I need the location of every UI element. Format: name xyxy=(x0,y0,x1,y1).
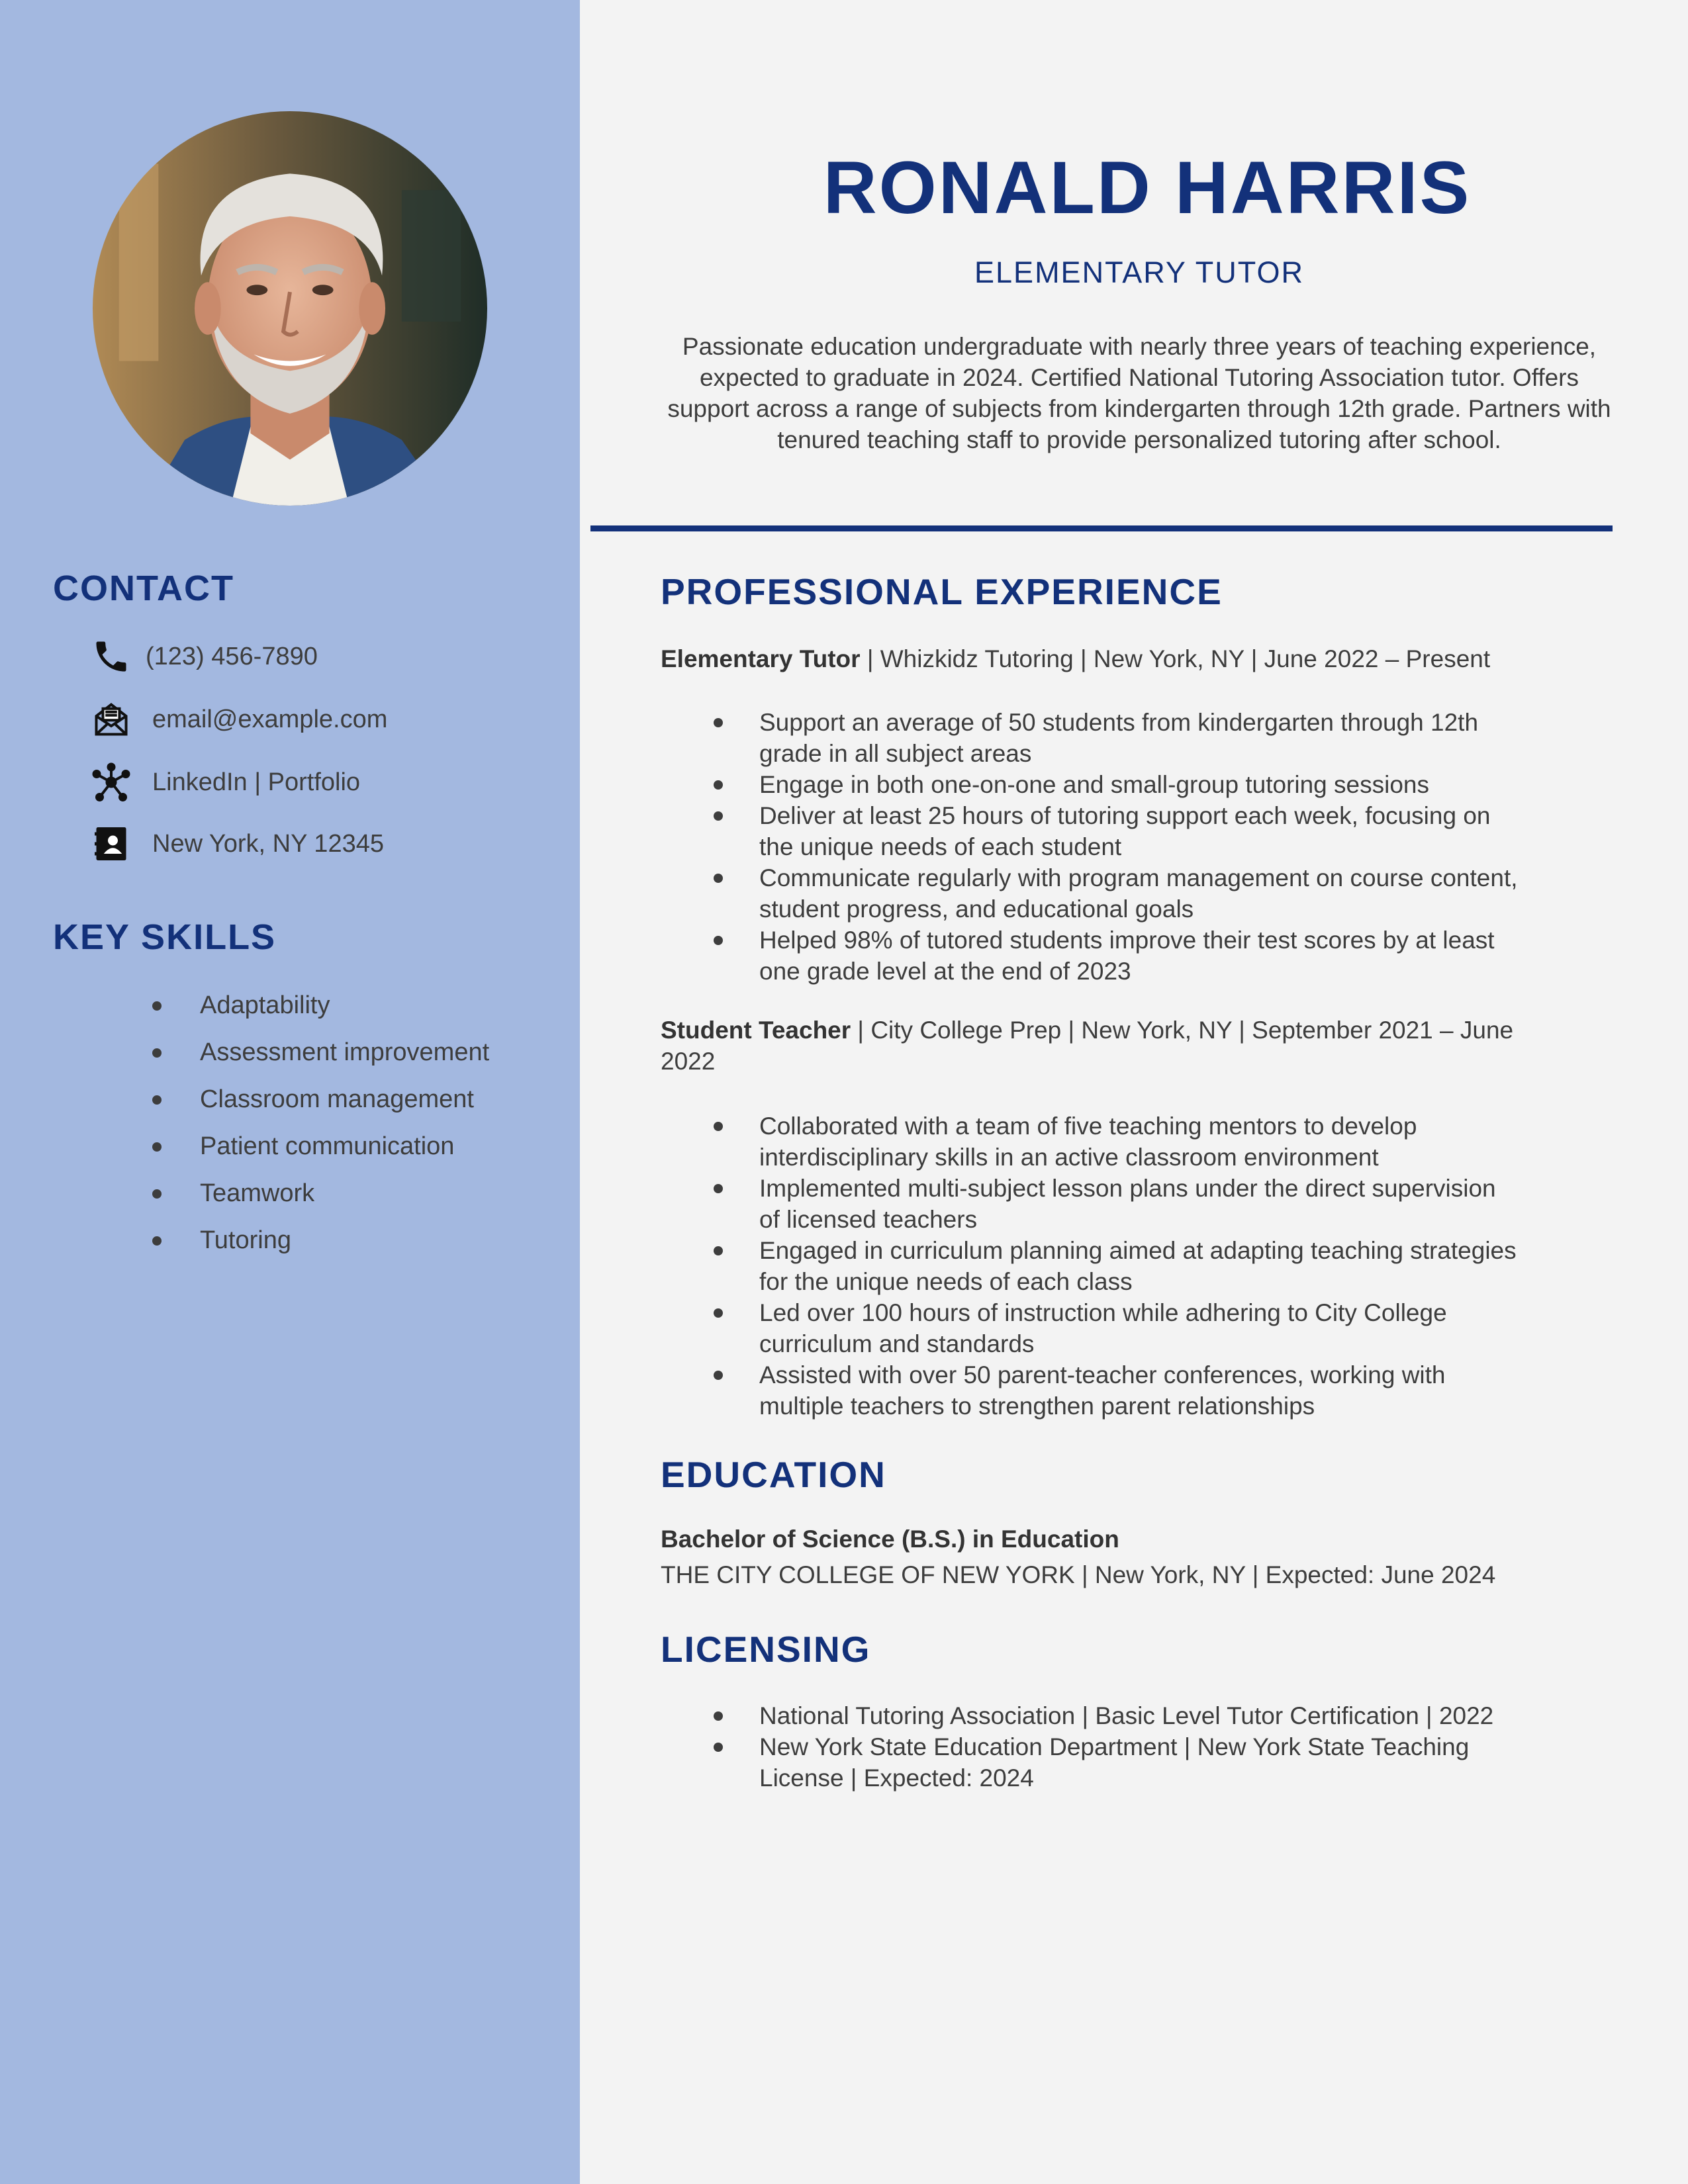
candidate-name: RONALD HARRIS xyxy=(823,146,1472,229)
skill-item: Teamwork xyxy=(0,1174,489,1221)
job-2-role: Student Teacher xyxy=(661,1017,851,1044)
skill-item: Patient communication xyxy=(0,1127,489,1174)
contact-phone-text[interactable]: (123) 456-7890 xyxy=(146,642,318,670)
list-item: National Tutoring Association | Basic Level Tutor Certification | 2022 xyxy=(580,1700,1521,1731)
list-item: Assisted with over 50 parent-teacher conferences, working with multiple teachers to strengthen parent relationships xyxy=(580,1359,1521,1422)
list-item: Engage in both one-on-one and small-group tutoring sessions xyxy=(580,769,1521,800)
network-icon xyxy=(91,762,131,802)
list-item: Communicate regularly with program management on course content, student progress, and educational goals xyxy=(580,862,1521,925)
licensing-heading: LICENSING xyxy=(661,1629,871,1670)
contact-address xyxy=(91,824,384,864)
list-item: Collaborated with a team of five teaching mentors to develop interdisciplinary skills in an active classroom environment xyxy=(580,1111,1521,1173)
list-item: Engaged in curriculum planning aimed at adapting teaching strategies for the unique needs of each class xyxy=(580,1235,1521,1297)
job-1-line xyxy=(661,643,1521,674)
licensing-bullets xyxy=(580,1700,1521,1794)
job-2-bullets xyxy=(580,1111,1521,1422)
contact-address-text: New York, NY 12345 xyxy=(152,829,384,858)
list-item: New York State Education Department | New York State Teaching License | Expected: 2024 xyxy=(580,1731,1521,1794)
experience-heading: PROFESSIONAL EXPERIENCE xyxy=(661,571,1223,612)
sidebar xyxy=(0,0,580,2184)
job-1-bullets xyxy=(580,707,1521,987)
job-1-role: Elementary Tutor xyxy=(661,645,861,672)
contact-email-text[interactable]: email@example.com xyxy=(152,705,388,733)
contact-links xyxy=(91,762,360,802)
job-2-details: | City College Prep | New York, NY | September 2021 – June 2022 xyxy=(661,1017,1514,1075)
list-item: Helped 98% of tutored students improve their test scores by at least one grade level at the end of 2023 xyxy=(580,925,1521,987)
list-item: Implemented multi-subject lesson plans under the direct supervision of licensed teachers xyxy=(580,1173,1521,1235)
job-1-details: | Whizkidz Tutoring | New York, NY | June 2022 – Present xyxy=(860,645,1491,672)
skills-list xyxy=(0,986,489,1268)
list-item: Led over 100 hours of instruction while adhering to City College curriculum and standards xyxy=(580,1297,1521,1359)
main-content xyxy=(580,0,1688,2184)
summary: Passionate education undergraduate with nearly three years of teaching experience, expected to graduate in 2024. Certified National Tutoring Association tutor. Offers support across a range of subjects from kindergarten through 12th grade. Partners with tenured teaching staff to provide personalized tutoring after school. xyxy=(667,333,1611,453)
education-heading: EDUCATION xyxy=(661,1454,886,1495)
key-skills-heading: KEY SKILLS xyxy=(53,917,277,957)
contact-book-icon xyxy=(91,824,131,864)
header-divider xyxy=(590,525,1613,531)
school: THE CITY COLLEGE OF NEW YORK | New York, NY | Expected: June 2024 xyxy=(661,1561,1496,1588)
list-item: Support an average of 50 students from kindergarten through 12th grade in all subject areas xyxy=(580,707,1521,769)
contact-heading: CONTACT xyxy=(53,569,234,608)
degree: Bachelor of Science (B.S.) in Education xyxy=(661,1525,1119,1553)
contact-phone xyxy=(91,637,318,676)
contact-email xyxy=(91,700,387,739)
envelope-icon xyxy=(91,700,131,739)
phone-icon xyxy=(91,637,131,676)
skill-item: Assessment improvement xyxy=(0,1033,489,1080)
job-2-line xyxy=(661,1015,1521,1077)
job-title: ELEMENTARY TUTOR xyxy=(974,255,1304,289)
skill-item: Classroom management xyxy=(0,1080,489,1127)
skill-item: Adaptability xyxy=(0,986,489,1033)
skill-item: Tutoring xyxy=(0,1221,489,1268)
profile-photo xyxy=(93,111,487,506)
list-item: Deliver at least 25 hours of tutoring support each week, focusing on the unique needs of each student xyxy=(580,800,1521,862)
contact-links-text[interactable]: LinkedIn | Portfolio xyxy=(152,768,361,796)
